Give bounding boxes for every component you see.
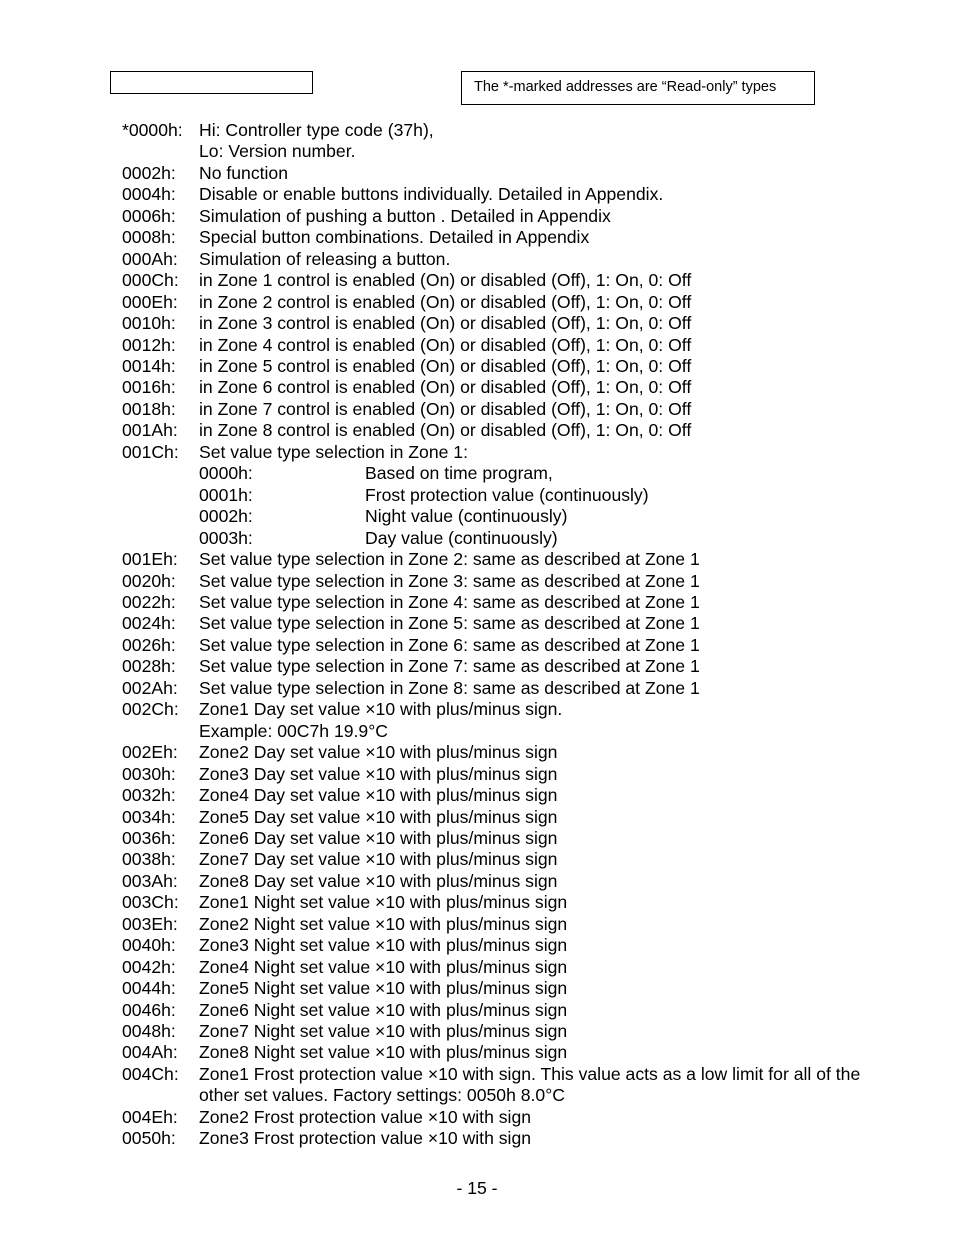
option-row bbox=[199, 506, 882, 527]
register-address: 0024h: bbox=[122, 613, 176, 634]
register-entry bbox=[122, 914, 882, 935]
register-entry bbox=[122, 120, 882, 141]
register-address: 0030h: bbox=[122, 763, 176, 784]
register-description: in Zone 7 control is enabled (On) or disabled (Off), 1: On, 0: Off bbox=[199, 398, 692, 419]
register-description: Zone6 Day set value ×10 with plus/minus sign bbox=[199, 827, 558, 848]
option-row bbox=[199, 485, 882, 506]
register-entry bbox=[122, 871, 882, 892]
register-description: Zone1 Frost protection value ×10 with sign. This value acts as a low limit for all of the other set values. Factory settings: 0050h 8.0°C bbox=[199, 1063, 861, 1106]
register-entry bbox=[122, 957, 882, 978]
register-address: 0042h: bbox=[122, 956, 176, 977]
register-entry bbox=[122, 828, 882, 849]
option-row bbox=[199, 528, 882, 549]
register-entry bbox=[122, 764, 882, 785]
register-address: 0028h: bbox=[122, 656, 176, 677]
register-address: 001Ch: bbox=[122, 441, 179, 462]
register-address bbox=[122, 141, 199, 162]
register-entry bbox=[122, 721, 882, 742]
register-address bbox=[122, 528, 199, 549]
register-entry bbox=[122, 613, 882, 634]
register-description: Zone4 Night set value ×10 with plus/minus sign bbox=[199, 956, 568, 977]
register-description: Zone2 Night set value ×10 with plus/minus sign bbox=[199, 913, 568, 934]
register-entry bbox=[122, 549, 882, 570]
register-description: in Zone 3 control is enabled (On) or disabled (Off), 1: On, 0: Off bbox=[199, 313, 692, 334]
register-description: Set value type selection in Zone 7: same as described at Zone 1 bbox=[199, 656, 700, 677]
register-description: Zone3 Night set value ×10 with plus/minus sign bbox=[199, 935, 568, 956]
register-entry bbox=[122, 442, 882, 463]
register-description: Set value type selection in Zone 6: same as described at Zone 1 bbox=[199, 634, 700, 655]
register-description: in Zone 4 control is enabled (On) or disabled (Off), 1: On, 0: Off bbox=[199, 334, 692, 355]
option-code: 0000h: bbox=[199, 463, 253, 484]
register-address: 001Ah: bbox=[122, 420, 178, 441]
register-description: Disable or enable buttons individually. Detailed in Appendix. bbox=[199, 184, 664, 205]
register-list bbox=[122, 120, 882, 1150]
header-blank-box bbox=[110, 71, 313, 94]
register-address: 0048h: bbox=[122, 1021, 176, 1042]
read-only-note: The *-marked addresses are “Read-only” types bbox=[461, 71, 815, 105]
register-entry bbox=[122, 270, 882, 291]
register-entry bbox=[122, 1000, 882, 1021]
option-code: 0002h: bbox=[199, 506, 253, 527]
register-address: 0038h: bbox=[122, 849, 176, 870]
register-address: 003Eh: bbox=[122, 913, 178, 934]
register-entry bbox=[122, 571, 882, 592]
register-description: Zone1 Night set value ×10 with plus/minus sign bbox=[199, 892, 568, 913]
register-description: Zone6 Night set value ×10 with plus/minus sign bbox=[199, 999, 568, 1020]
option-line bbox=[199, 528, 882, 549]
option-description: Frost protection value (continuously) bbox=[365, 484, 649, 505]
register-description: Zone5 Day set value ×10 with plus/minus sign bbox=[199, 806, 558, 827]
register-address: 0036h: bbox=[122, 827, 176, 848]
register-entry bbox=[122, 313, 882, 334]
register-entry bbox=[122, 335, 882, 356]
register-description: Set value type selection in Zone 2: same as described at Zone 1 bbox=[199, 549, 700, 570]
register-address: 0050h: bbox=[122, 1128, 176, 1149]
register-address: 0018h: bbox=[122, 398, 176, 419]
register-description: in Zone 5 control is enabled (On) or disabled (Off), 1: On, 0: Off bbox=[199, 355, 692, 376]
register-address: 0002h: bbox=[122, 162, 176, 183]
register-description: Zone2 Frost protection value ×10 with sign bbox=[199, 1106, 532, 1127]
register-address: 0004h: bbox=[122, 184, 176, 205]
register-entry bbox=[122, 1128, 882, 1149]
register-description: Simulation of releasing a button. bbox=[199, 248, 451, 269]
option-line bbox=[199, 506, 882, 527]
register-address: 0008h: bbox=[122, 227, 176, 248]
option-code: 0003h: bbox=[199, 527, 253, 548]
register-description: Zone8 Night set value ×10 with plus/minus sign bbox=[199, 1042, 568, 1063]
register-address: 0040h: bbox=[122, 935, 176, 956]
register-entry bbox=[122, 1064, 882, 1107]
register-description: Lo: Version number. bbox=[199, 141, 356, 162]
register-entry bbox=[122, 227, 882, 248]
register-address: 0046h: bbox=[122, 999, 176, 1020]
register-address: 004Ch: bbox=[122, 1063, 179, 1084]
register-description: Zone3 Frost protection value ×10 with sign bbox=[199, 1128, 532, 1149]
register-address bbox=[122, 506, 199, 527]
register-address: 002Ch: bbox=[122, 699, 179, 720]
register-address bbox=[122, 463, 199, 484]
register-address: 0034h: bbox=[122, 806, 176, 827]
register-address: 003Ah: bbox=[122, 870, 178, 891]
option-code: 0001h: bbox=[199, 484, 253, 505]
register-entry bbox=[122, 377, 882, 398]
register-entry bbox=[122, 978, 882, 999]
register-address: 004Ah: bbox=[122, 1042, 178, 1063]
option-description: Day value (continuously) bbox=[365, 527, 558, 548]
option-description: Based on time program, bbox=[365, 463, 553, 484]
register-description: in Zone 2 control is enabled (On) or disabled (Off), 1: On, 0: Off bbox=[199, 291, 692, 312]
register-description: No function bbox=[199, 162, 288, 183]
register-entry bbox=[122, 506, 882, 527]
register-address: 004Eh: bbox=[122, 1106, 178, 1127]
register-description: Zone4 Day set value ×10 with plus/minus sign bbox=[199, 785, 558, 806]
register-description: Special button combinations. Detailed in Appendix bbox=[199, 227, 590, 248]
register-description: in Zone 8 control is enabled (On) or disabled (Off), 1: On, 0: Off bbox=[199, 420, 692, 441]
page-number: - 15 - bbox=[456, 1178, 498, 1198]
register-description: Set value type selection in Zone 3: same as described at Zone 1 bbox=[199, 570, 700, 591]
option-line bbox=[199, 485, 882, 506]
option-line bbox=[199, 463, 882, 484]
register-entry bbox=[122, 356, 882, 377]
register-address bbox=[122, 485, 199, 506]
register-entry bbox=[122, 849, 882, 870]
register-address: 000Eh: bbox=[122, 291, 178, 312]
register-address: 0016h: bbox=[122, 377, 176, 398]
register-address: 0022h: bbox=[122, 591, 176, 612]
option-description: Night value (continuously) bbox=[365, 506, 568, 527]
register-address: 0010h: bbox=[122, 313, 176, 334]
register-entry bbox=[122, 163, 882, 184]
register-address: *0000h: bbox=[122, 120, 183, 140]
register-address: 002Ah: bbox=[122, 677, 178, 698]
register-entry bbox=[122, 785, 882, 806]
register-entry bbox=[122, 141, 882, 162]
register-entry bbox=[122, 184, 882, 205]
register-entry bbox=[122, 249, 882, 270]
register-entry bbox=[122, 1107, 882, 1128]
register-description: Zone8 Day set value ×10 with plus/minus sign bbox=[199, 870, 558, 891]
register-entry bbox=[122, 807, 882, 828]
register-address: 000Ah: bbox=[122, 248, 178, 269]
register-description: Hi: Controller type code (37h), bbox=[199, 120, 434, 140]
register-address: 003Ch: bbox=[122, 892, 179, 913]
register-entry bbox=[122, 892, 882, 913]
register-description: Zone2 Day set value ×10 with plus/minus sign bbox=[199, 742, 558, 763]
register-address: 0044h: bbox=[122, 978, 176, 999]
register-address: 0006h: bbox=[122, 205, 176, 226]
register-entry bbox=[122, 463, 882, 484]
register-description: Zone3 Day set value ×10 with plus/minus sign bbox=[199, 763, 558, 784]
register-description: Set value type selection in Zone 4: same as described at Zone 1 bbox=[199, 591, 700, 612]
register-entry bbox=[122, 399, 882, 420]
register-entry bbox=[122, 678, 882, 699]
register-address: 0032h: bbox=[122, 785, 176, 806]
register-description: Set value type selection in Zone 8: same as described at Zone 1 bbox=[199, 677, 700, 698]
register-entry bbox=[122, 1021, 882, 1042]
register-address: 0014h: bbox=[122, 355, 176, 376]
register-description: Example: 00C7h 19.9°C bbox=[199, 720, 388, 741]
register-entry bbox=[122, 656, 882, 677]
register-entry bbox=[122, 1042, 882, 1063]
register-entry bbox=[122, 420, 882, 441]
register-description: Zone5 Night set value ×10 with plus/minus sign bbox=[199, 978, 568, 999]
register-entry bbox=[122, 485, 882, 506]
register-description: Zone1 Day set value ×10 with plus/minus sign. bbox=[199, 699, 563, 720]
register-description: in Zone 6 control is enabled (On) or disabled (Off), 1: On, 0: Off bbox=[199, 377, 692, 398]
register-entry bbox=[122, 528, 882, 549]
register-description: Set value type selection in Zone 5: same as described at Zone 1 bbox=[199, 613, 700, 634]
register-entry bbox=[122, 935, 882, 956]
register-entry bbox=[122, 292, 882, 313]
register-description: Simulation of pushing a button . Detailed in Appendix bbox=[199, 205, 611, 226]
register-address: 002Eh: bbox=[122, 742, 178, 763]
register-address: 0012h: bbox=[122, 334, 176, 355]
register-description: in Zone 1 control is enabled (On) or disabled (Off), 1: On, 0: Off bbox=[199, 270, 692, 291]
register-entry bbox=[122, 699, 882, 720]
register-entry bbox=[122, 206, 882, 227]
register-address: 0026h: bbox=[122, 634, 176, 655]
option-row bbox=[199, 463, 882, 484]
register-entry bbox=[122, 635, 882, 656]
register-description: Zone7 Night set value ×10 with plus/minus sign bbox=[199, 1021, 568, 1042]
register-description: Set value type selection in Zone 1: bbox=[199, 441, 468, 462]
register-entry bbox=[122, 742, 882, 763]
register-address: 001Eh: bbox=[122, 549, 178, 570]
register-description: Zone7 Day set value ×10 with plus/minus sign bbox=[199, 849, 558, 870]
register-address bbox=[122, 721, 199, 742]
register-address: 0020h: bbox=[122, 570, 176, 591]
register-address: 000Ch: bbox=[122, 270, 179, 291]
register-entry bbox=[122, 592, 882, 613]
